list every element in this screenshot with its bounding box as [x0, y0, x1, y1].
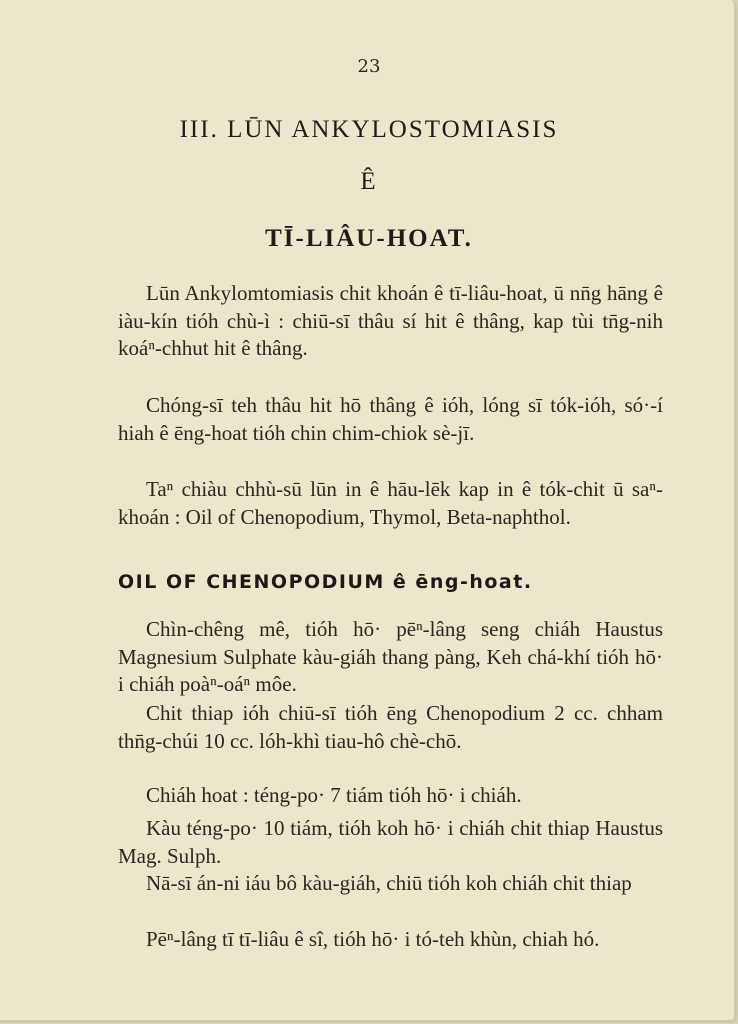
page-number: 23 — [357, 56, 381, 77]
paragraph-text: Pēⁿ-lâng tī tī-liâu ê sî, tióh hō· i tó-teh khùn, chiah hó. — [146, 927, 600, 951]
paragraph-text: Taⁿ chiàu chhù-sū lūn in ê hāu-lēk kap in ê tók-chit ū saⁿ-khoán : Oil of Chenopodium, Thymol, Beta-naphthol. — [118, 477, 663, 529]
chapter-heading-line-2: Ê — [360, 168, 378, 195]
paragraph-1 — [118, 280, 663, 363]
paragraph-2 — [118, 392, 663, 447]
chapter-heading-line-3: TĪ-LIÂU-HOAT. — [265, 225, 473, 252]
paragraph-text: Nā-sī án-ni iáu bô kàu-giáh, chiū tióh koh chiáh chit thiap — [146, 871, 632, 895]
paragraph-text: Kàu téng-po· 10 tiám, tióh koh hō· i chiáh chit thiap Haustus Mag. Sulph. — [118, 816, 663, 868]
section-paragraph-1 — [118, 616, 663, 699]
section-paragraph-4 — [118, 815, 663, 870]
paragraph-text: Chóng-sī teh thâu hit hō thâng ê ióh, lóng sī tók-ióh, só·-í hiah ê ēng-hoat tióh chin chim-chiok sè-jī. — [118, 393, 663, 445]
section-paragraph-2 — [118, 700, 663, 755]
paragraph-text: Chìn-chêng mê, tióh hō· pēⁿ-lâng seng chiáh Haustus Magnesium Sulphate kàu-giáh thang pàng, Keh chá-khí tióh hō· i chiáh poàⁿ-oáⁿ môe. — [118, 617, 663, 696]
chapter-heading-line-1: III. LŪN ANKYLOSTOMIASIS — [179, 116, 559, 143]
section-title: OIL OF CHENOPODIUM ê ēng-hoat. — [118, 571, 533, 593]
paragraph-3 — [118, 476, 663, 531]
section-paragraph-3 — [118, 782, 663, 810]
section-paragraph-5 — [118, 870, 663, 898]
paragraph-text: Chiáh hoat : téng-po· 7 tiám tióh hō· i chiáh. — [146, 783, 522, 807]
paragraph-text: Chit thiap ióh chiū-sī tióh ēng Chenopodium 2 cc. chham thn̄g-chúi 10 cc. lóh-khì tiau-hô chè-chō. — [118, 701, 663, 753]
paragraph-text: Lūn Ankylomtomiasis chit khoán ê tī-liâu-hoat, ū nn̄g hāng ê iàu-kín tióh chù-ì : chiū-sī thâu sí hit ê thâng, kap tùi tn̄g-nih koáⁿ-chhut hit ê thâng. — [118, 281, 663, 360]
section-paragraph-6 — [118, 926, 663, 954]
